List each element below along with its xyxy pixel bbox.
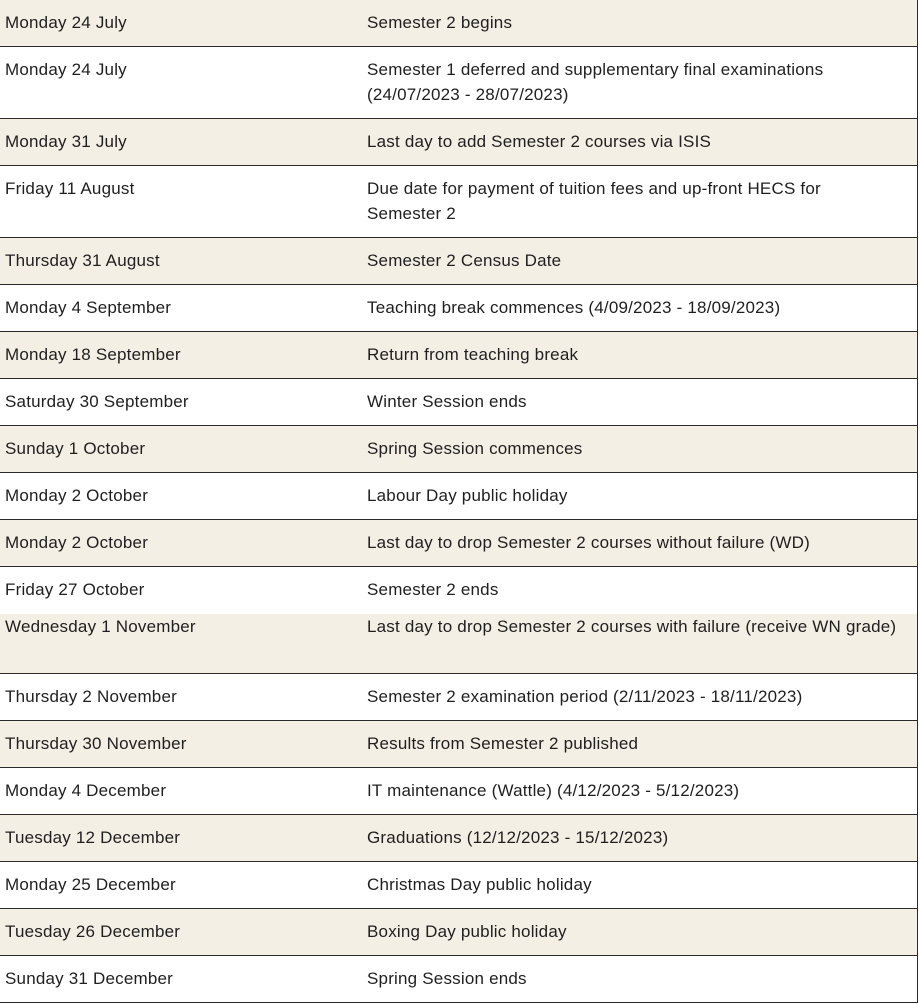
date-cell: Thursday 2 November	[5, 687, 177, 706]
event-cell: Semester 2 examination period (2/11/2023 - 18/11/2023)	[367, 687, 803, 706]
event-cell: Semester 2 Census Date	[367, 251, 562, 270]
date-cell: Saturday 30 September	[5, 392, 189, 411]
event-cell: Semester 1 deferred and supplementary final examinations (24/07/2023 - 28/07/2023)	[367, 60, 824, 104]
table-row	[0, 614, 917, 674]
date-cell: Monday 25 December	[5, 875, 176, 894]
event-cell: IT maintenance (Wattle) (4/12/2023 - 5/12/2023)	[367, 781, 740, 800]
table-row	[0, 0, 917, 47]
event-cell: Spring Session ends	[367, 969, 527, 988]
event-cell: Last day to add Semester 2 courses via ISIS	[367, 132, 712, 151]
table-row	[0, 909, 917, 956]
date-cell: Monday 31 July	[5, 132, 127, 151]
table-row	[0, 815, 917, 862]
date-cell: Monday 2 October	[5, 533, 149, 552]
event-cell: Results from Semester 2 published	[367, 734, 639, 753]
date-cell: Monday 18 September	[5, 345, 181, 364]
table-row	[0, 166, 917, 238]
table-row	[0, 473, 917, 520]
table-row	[0, 285, 917, 332]
table-row	[0, 379, 917, 426]
date-cell: Friday 27 October	[5, 580, 145, 599]
date-cell: Friday 11 August	[5, 179, 135, 198]
table-row	[0, 721, 917, 768]
table-row	[0, 768, 917, 815]
date-cell: Sunday 1 October	[5, 439, 146, 458]
table-row	[0, 956, 917, 1003]
event-cell: Semester 2 ends	[367, 580, 499, 599]
table-row	[0, 426, 917, 473]
table-row	[0, 332, 917, 379]
table-row	[0, 47, 917, 119]
date-cell: Monday 24 July	[5, 60, 127, 79]
event-cell: Labour Day public holiday	[367, 486, 568, 505]
event-cell: Spring Session commences	[367, 439, 583, 458]
date-cell: Tuesday 26 December	[5, 922, 181, 941]
date-cell: Thursday 30 November	[5, 734, 187, 753]
table-row	[0, 674, 917, 721]
event-cell: Winter Session ends	[367, 392, 527, 411]
event-cell: Boxing Day public holiday	[367, 922, 567, 941]
event-cell: Teaching break commences (4/09/2023 - 18/09/2023)	[367, 298, 781, 317]
date-cell: Thursday 31 August	[5, 251, 160, 270]
event-cell: Christmas Day public holiday	[367, 875, 592, 894]
event-cell: Graduations (12/12/2023 - 15/12/2023)	[367, 828, 669, 847]
date-cell: Monday 4 September	[5, 298, 172, 317]
date-cell: Tuesday 12 December	[5, 828, 181, 847]
table-row	[0, 119, 917, 166]
date-cell: Sunday 31 December	[5, 969, 174, 988]
event-cell: Semester 2 begins	[367, 13, 513, 32]
table-row	[0, 520, 917, 567]
table-row	[0, 862, 917, 909]
event-cell: Last day to drop Semester 2 courses without failure (WD)	[367, 533, 810, 552]
event-cell: Return from teaching break	[367, 345, 579, 364]
date-cell: Wednesday 1 November	[5, 617, 196, 636]
date-cell: Monday 2 October	[5, 486, 149, 505]
table-row	[0, 567, 917, 614]
table-row	[0, 238, 917, 285]
event-cell: Due date for payment of tuition fees and up-front HECS for Semester 2	[367, 179, 821, 223]
date-cell: Monday 24 July	[5, 13, 127, 32]
date-cell: Monday 4 December	[5, 781, 167, 800]
event-cell: Last day to drop Semester 2 courses with failure (receive WN grade)	[367, 617, 897, 636]
